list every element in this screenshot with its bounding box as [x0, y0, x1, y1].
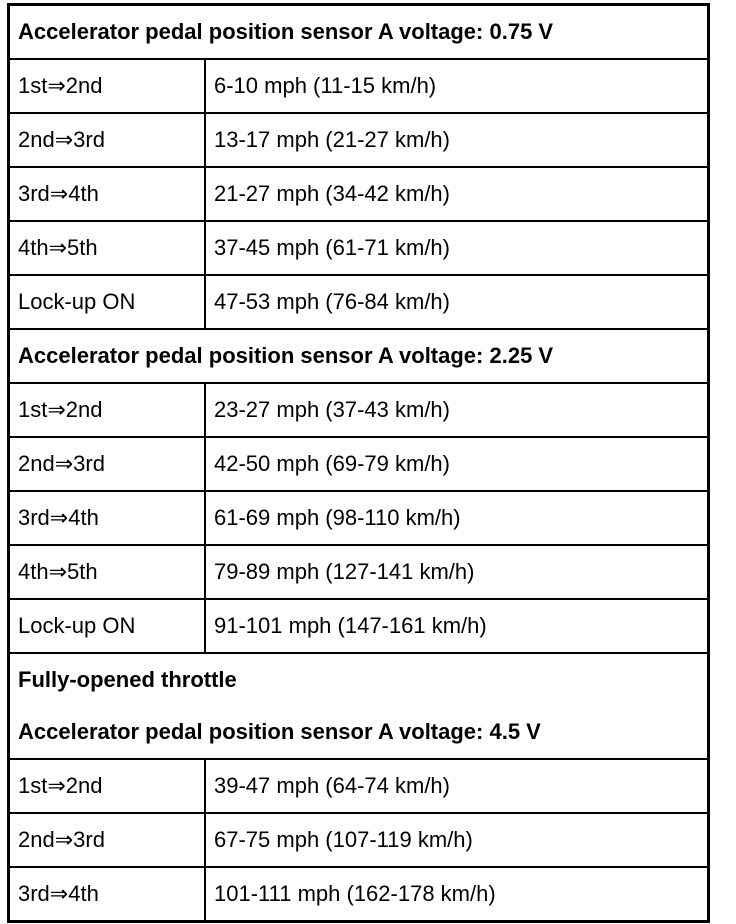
shift-cell: 3rd⇒4th [10, 868, 206, 920]
table-row [10, 168, 707, 222]
table-row [10, 384, 707, 438]
speed-cell: 42-50 mph (69-79 km/h) [214, 451, 450, 476]
speed-cell: 13-17 mph (21-27 km/h) [214, 127, 450, 152]
speed-cell: 79-89 mph (127-141 km/h) [214, 559, 475, 584]
table-row [10, 868, 707, 920]
shift-cell: Lock-up ON [10, 600, 206, 652]
section-header-0.75v: Accelerator pedal position sensor A voltage: 0.75 V [10, 6, 707, 60]
shift-speed-table [7, 3, 710, 923]
shift-cell: 3rd⇒4th [10, 168, 206, 220]
table-row [10, 222, 707, 276]
speed-cell: 37-45 mph (61-71 km/h) [214, 235, 450, 260]
speed-cell: 67-75 mph (107-119 km/h) [214, 827, 473, 852]
shift-cell: 2nd⇒3rd [10, 814, 206, 866]
table-row [10, 546, 707, 600]
speed-cell: 47-53 mph (76-84 km/h) [214, 289, 450, 314]
table-row [10, 760, 707, 814]
shift-cell: Lock-up ON [10, 276, 206, 328]
section-header-line1: Fully-opened throttle [18, 667, 237, 692]
speed-cell: 101-111 mph (162-178 km/h) [214, 881, 496, 906]
speed-cell: 6-10 mph (11-15 km/h) [214, 73, 437, 98]
table-row [10, 114, 707, 168]
table-row [10, 600, 707, 654]
speed-cell: 21-27 mph (34-42 km/h) [214, 181, 450, 206]
shift-cell: 2nd⇒3rd [10, 114, 206, 166]
section-header-2.25v: Accelerator pedal position sensor A voltage: 2.25 V [10, 330, 707, 384]
table-row [10, 60, 707, 114]
shift-cell: 4th⇒5th [10, 222, 206, 274]
section-header-full-throttle [10, 654, 707, 760]
table-row [10, 438, 707, 492]
shift-cell: 3rd⇒4th [10, 492, 206, 544]
shift-cell: 2nd⇒3rd [10, 438, 206, 490]
speed-cell: 91-101 mph (147-161 km/h) [214, 613, 487, 638]
speed-cell: 39-47 mph (64-74 km/h) [214, 773, 450, 798]
speed-cell: 61-69 mph (98-110 km/h) [214, 505, 461, 530]
shift-cell: 4th⇒5th [10, 546, 206, 598]
shift-cell: 1st⇒2nd [10, 384, 206, 436]
table-row [10, 492, 707, 546]
shift-cell: 1st⇒2nd [10, 760, 206, 812]
table-row [10, 276, 707, 330]
table-row [10, 814, 707, 868]
shift-cell: 1st⇒2nd [10, 60, 206, 112]
section-header-4.5v: Accelerator pedal position sensor A voltage: 4.5 V [18, 719, 541, 744]
speed-cell: 23-27 mph (37-43 km/h) [214, 397, 450, 422]
